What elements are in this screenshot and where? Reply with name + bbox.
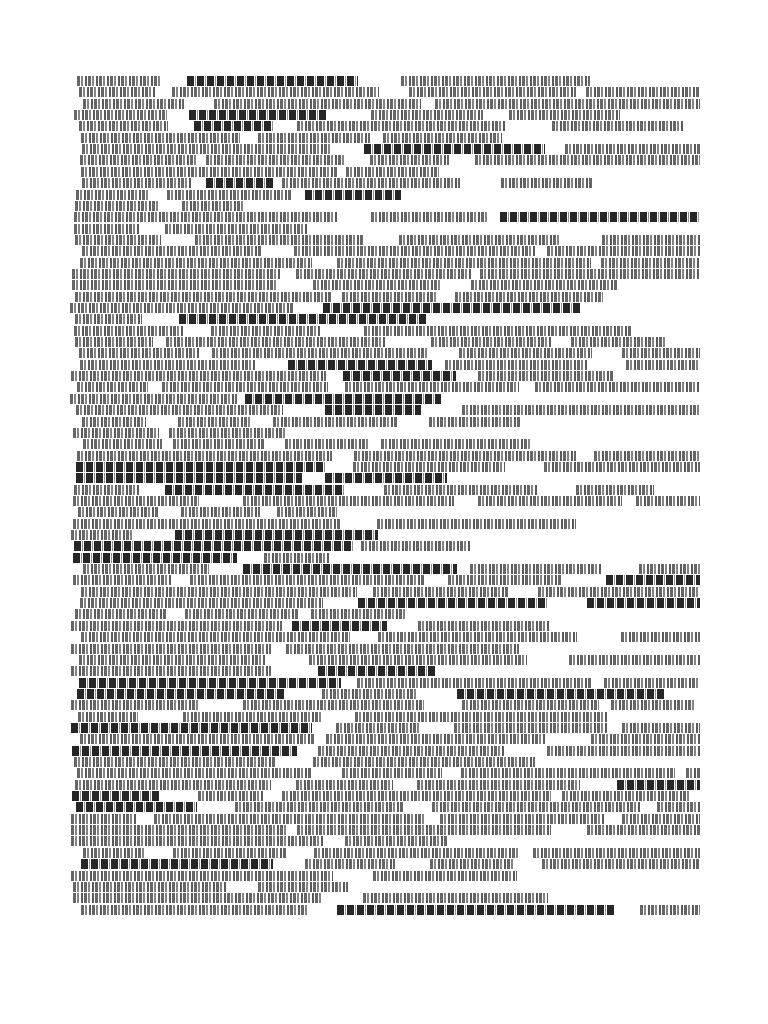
glyph-line-segment (430, 859, 515, 869)
glyph-line-segment (448, 575, 562, 585)
glyph-line-segment (378, 632, 577, 642)
glyph-line-segment (73, 519, 341, 529)
glyph-line-segment (383, 133, 502, 143)
glyph-line-segment (377, 519, 576, 529)
glyph-line-segment (243, 564, 457, 574)
glyph-line-segment (71, 530, 133, 540)
glyph-line-segment (501, 178, 593, 188)
glyph-line-segment (165, 485, 345, 495)
glyph-line-segment (576, 485, 654, 495)
glyph-line-segment (384, 485, 538, 495)
glyph-line-segment (195, 235, 364, 245)
glyph-line-segment (542, 859, 700, 869)
glyph-line-segment (211, 326, 321, 336)
glyph-line-segment (74, 541, 353, 551)
glyph-line-segment (478, 496, 622, 506)
glyph-line-segment (480, 269, 700, 279)
glyph-line-segment (357, 678, 592, 688)
glyph-line-segment (565, 144, 700, 154)
glyph-line-segment (76, 462, 326, 472)
glyph-line-segment (70, 303, 293, 313)
glyph-line-segment (80, 360, 256, 370)
glyph-line-segment (429, 417, 520, 427)
glyph-line-segment (81, 133, 240, 143)
glyph-line-segment (455, 292, 603, 302)
glyph-line-segment (636, 496, 700, 506)
glyph-line-segment (601, 258, 700, 268)
glyph-line-segment (273, 417, 398, 427)
glyph-line-segment (353, 462, 505, 472)
glyph-line-segment (75, 780, 271, 790)
glyph-line-segment (318, 666, 436, 676)
glyph-line-segment (73, 893, 323, 903)
glyph-line-segment (418, 621, 550, 631)
glyph-line-segment (342, 292, 437, 302)
glyph-line-segment (337, 905, 614, 915)
glyph-line-segment (432, 802, 640, 812)
glyph-line-segment (626, 360, 700, 370)
glyph-line-segment (182, 201, 243, 211)
glyph-line-segment (79, 87, 155, 97)
glyph-line-segment (602, 235, 700, 245)
glyph-line-segment (547, 746, 700, 756)
glyph-line-segment (462, 405, 700, 415)
glyph-line-segment (169, 428, 285, 438)
glyph-line-segment (314, 848, 518, 858)
glyph-line-segment (282, 178, 460, 188)
glyph-line-segment (594, 451, 700, 461)
glyph-line-segment (75, 609, 167, 619)
glyph-line-segment (75, 292, 331, 302)
glyph-line-segment (586, 87, 700, 97)
glyph-line-segment (309, 655, 527, 665)
glyph-line-segment (606, 575, 700, 585)
glyph-line-segment (175, 530, 378, 540)
glyph-line-segment (470, 564, 601, 574)
glyph-line-segment (639, 564, 700, 574)
glyph-line-segment (74, 224, 140, 234)
glyph-line-segment (82, 144, 331, 154)
glyph-line-segment (345, 836, 448, 846)
glyph-line-segment (640, 905, 700, 915)
glyph-line-segment (166, 337, 385, 347)
glyph-line-segment (292, 621, 387, 631)
glyph-line-segment (346, 167, 439, 177)
glyph-line-segment (83, 439, 162, 449)
glyph-line-segment (77, 689, 285, 699)
glyph-line-segment (81, 167, 338, 177)
glyph-line-segment (399, 235, 559, 245)
glyph-line-segment (165, 224, 307, 234)
glyph-line-segment (500, 212, 700, 222)
glyph-line-segment (457, 689, 664, 699)
glyph-line-segment (342, 768, 442, 778)
glyph-line-segment (371, 212, 489, 222)
glyph-line-segment (167, 190, 292, 200)
glyph-line-segment (74, 485, 140, 495)
glyph-line-segment (611, 700, 696, 710)
glyph-line-segment (77, 382, 148, 392)
glyph-line-segment (286, 644, 519, 654)
glyph-line-segment (71, 700, 199, 710)
glyph-line-segment (288, 360, 432, 370)
glyph-line-segment (243, 496, 454, 506)
glyph-line-segment (183, 712, 321, 722)
glyph-line-segment (552, 121, 683, 131)
glyph-line-segment (74, 212, 338, 222)
glyph-line-segment (79, 655, 265, 665)
glyph-line-segment (74, 110, 167, 120)
glyph-line-segment (454, 723, 608, 733)
glyph-line-segment (70, 394, 237, 404)
glyph-line-segment (76, 473, 302, 483)
glyph-line-segment (364, 144, 545, 154)
glyph-line-segment (81, 905, 309, 915)
glyph-line-segment (235, 802, 403, 812)
glyph-line-segment (76, 190, 150, 200)
glyph-line-segment (179, 314, 426, 324)
glyph-line-segment (462, 700, 599, 710)
glyph-line-segment (361, 541, 470, 551)
glyph-line-segment (409, 87, 576, 97)
glyph-line-segment (277, 507, 337, 517)
glyph-line-segment (206, 178, 274, 188)
glyph-line-segment (562, 791, 691, 801)
glyph-line-segment (571, 337, 666, 347)
glyph-line-segment (75, 337, 153, 347)
glyph-line-segment (75, 201, 158, 211)
glyph-line-segment (322, 689, 417, 699)
glyph-line-segment (178, 417, 251, 427)
glyph-line-segment (71, 621, 282, 631)
glyph-line-segment (285, 439, 369, 449)
glyph-line-segment (370, 155, 449, 165)
glyph-line-segment (75, 314, 142, 324)
glyph-line-segment (401, 76, 590, 86)
glyph-line-segment (325, 405, 421, 415)
glyph-line-segment (214, 99, 421, 109)
glyph-line-segment (72, 746, 297, 756)
glyph-line-segment (617, 780, 700, 790)
glyph-line-segment (381, 439, 531, 449)
glyph-line-segment (81, 859, 273, 869)
glyph-line-segment (80, 598, 323, 608)
glyph-line-segment (80, 734, 315, 744)
glyph-line-segment (363, 893, 548, 903)
glyph-line-segment (83, 564, 209, 574)
glyph-line-segment (622, 723, 700, 733)
glyph-line-segment (294, 246, 536, 256)
glyph-line-segment (337, 258, 591, 268)
glyph-line-segment (187, 76, 358, 86)
glyph-line-segment (535, 382, 700, 392)
glyph-line-segment (73, 496, 199, 506)
glyph-line-segment (471, 280, 617, 290)
glyph-line-segment (71, 666, 271, 676)
glyph-line-segment (82, 246, 261, 256)
glyph-line-segment (79, 121, 168, 131)
glyph-line-segment (440, 814, 604, 824)
glyph-line-segment (621, 632, 700, 642)
glyph-line-segment (311, 609, 407, 619)
glyph-line-segment (622, 814, 700, 824)
glyph-line-segment (569, 655, 700, 665)
glyph-line-segment (194, 121, 273, 131)
glyph-line-segment (355, 712, 607, 722)
glyph-line-segment (258, 133, 370, 143)
glyph-line-segment (78, 712, 138, 722)
glyph-line-segment (478, 371, 614, 381)
glyph-line-segment (83, 848, 144, 858)
glyph-line-segment (313, 280, 440, 290)
glyph-line-segment (538, 587, 700, 597)
glyph-line-segment (80, 258, 312, 268)
glyph-line-segment (622, 348, 700, 358)
glyph-line-segment (75, 235, 161, 245)
glyph-line-segment (71, 644, 271, 654)
glyph-line-segment (82, 417, 146, 427)
glyph-line-segment (264, 553, 330, 563)
glyph-line-segment (297, 121, 506, 131)
glyph-line-segment (509, 110, 620, 120)
glyph-line-segment (445, 360, 588, 370)
glyph-line-segment (657, 802, 700, 812)
glyph-line-segment (212, 348, 427, 358)
glyph-line-segment (533, 848, 700, 858)
glyph-line-segment (354, 451, 576, 461)
glyph-line-segment (77, 76, 162, 86)
glyph-line-segment (326, 734, 546, 744)
glyph-line-segment (461, 768, 675, 778)
glyph-line-segment (358, 598, 548, 608)
glyph-line-segment (74, 326, 184, 336)
glyph-line-segment (336, 723, 421, 733)
glyph-line-segment (71, 814, 136, 824)
glyph-line-segment (435, 99, 700, 109)
glyph-line-segment (83, 99, 184, 109)
glyph-line-segment (587, 598, 700, 608)
glyph-line-segment (243, 700, 424, 710)
glyph-line-segment (71, 825, 287, 835)
glyph-line-segment (373, 871, 517, 881)
glyph-line-segment (604, 678, 700, 688)
glyph-line-segment (81, 587, 357, 597)
glyph-line-segment (79, 348, 199, 358)
glyph-line-segment (591, 734, 700, 744)
glyph-line-segment (373, 587, 508, 597)
glyph-line-segment (80, 155, 198, 165)
glyph-line-segment (325, 473, 447, 483)
glyph-line-segment (173, 848, 287, 858)
glyph-line-segment (343, 371, 456, 381)
glyph-line-segment (81, 632, 350, 642)
glyph-line-segment (72, 269, 280, 279)
glyph-line-segment (475, 155, 700, 165)
glyph-line-segment (71, 723, 312, 733)
glyph-line-segment (181, 507, 260, 517)
glyph-line-segment (198, 791, 263, 801)
glyph-line-segment (162, 382, 328, 392)
glyph-line-segment (313, 757, 535, 767)
glyph-line-segment (73, 428, 159, 438)
glyph-line-segment (296, 269, 472, 279)
glyph-line-segment (78, 507, 158, 517)
glyph-line-segment (74, 757, 275, 767)
glyph-line-segment (305, 190, 401, 200)
glyph-line-segment (76, 802, 197, 812)
glyph-line-segment (77, 451, 332, 461)
glyph-line-segment (185, 609, 298, 619)
glyph-line-segment (72, 791, 159, 801)
glyph-line-segment (76, 405, 283, 415)
glyph-line-segment (206, 155, 345, 165)
glyph-line-segment (544, 462, 700, 472)
glyph-line-segment (431, 337, 551, 347)
glyph-line-segment (154, 814, 425, 824)
glyph-line-segment (323, 303, 581, 313)
glyph-line-segment (73, 882, 226, 892)
glyph-line-segment (173, 439, 264, 449)
glyph-line-segment (345, 382, 519, 392)
glyph-line-segment (82, 178, 192, 188)
glyph-line-segment (297, 825, 551, 835)
glyph-line-segment (77, 768, 312, 778)
glyph-line-segment (318, 746, 505, 756)
glyph-line-segment (364, 326, 632, 336)
glyph-line-segment (172, 87, 379, 97)
glyph-line-segment (72, 280, 276, 290)
glyph-line-segment (686, 768, 700, 778)
glyph-line-segment (73, 553, 237, 563)
glyph-line-segment (417, 780, 580, 790)
glyph-line-segment (189, 110, 326, 120)
glyph-line-segment (245, 394, 441, 404)
glyph-line-segment (296, 780, 393, 790)
glyph-line-segment (190, 575, 425, 585)
glyph-line-segment (371, 110, 483, 120)
glyph-line-segment (79, 678, 341, 688)
glyph-line-segment (71, 836, 323, 846)
glyph-line-segment (305, 859, 395, 869)
glyph-line-segment (459, 348, 592, 358)
glyph-line-segment (547, 246, 700, 256)
glyph-line-segment (71, 371, 326, 381)
glyph-line-segment (587, 825, 700, 835)
glyph-line-segment (258, 882, 348, 892)
glyph-line-segment (73, 575, 171, 585)
glyph-line-segment (282, 791, 551, 801)
glyph-line-segment (71, 871, 333, 881)
